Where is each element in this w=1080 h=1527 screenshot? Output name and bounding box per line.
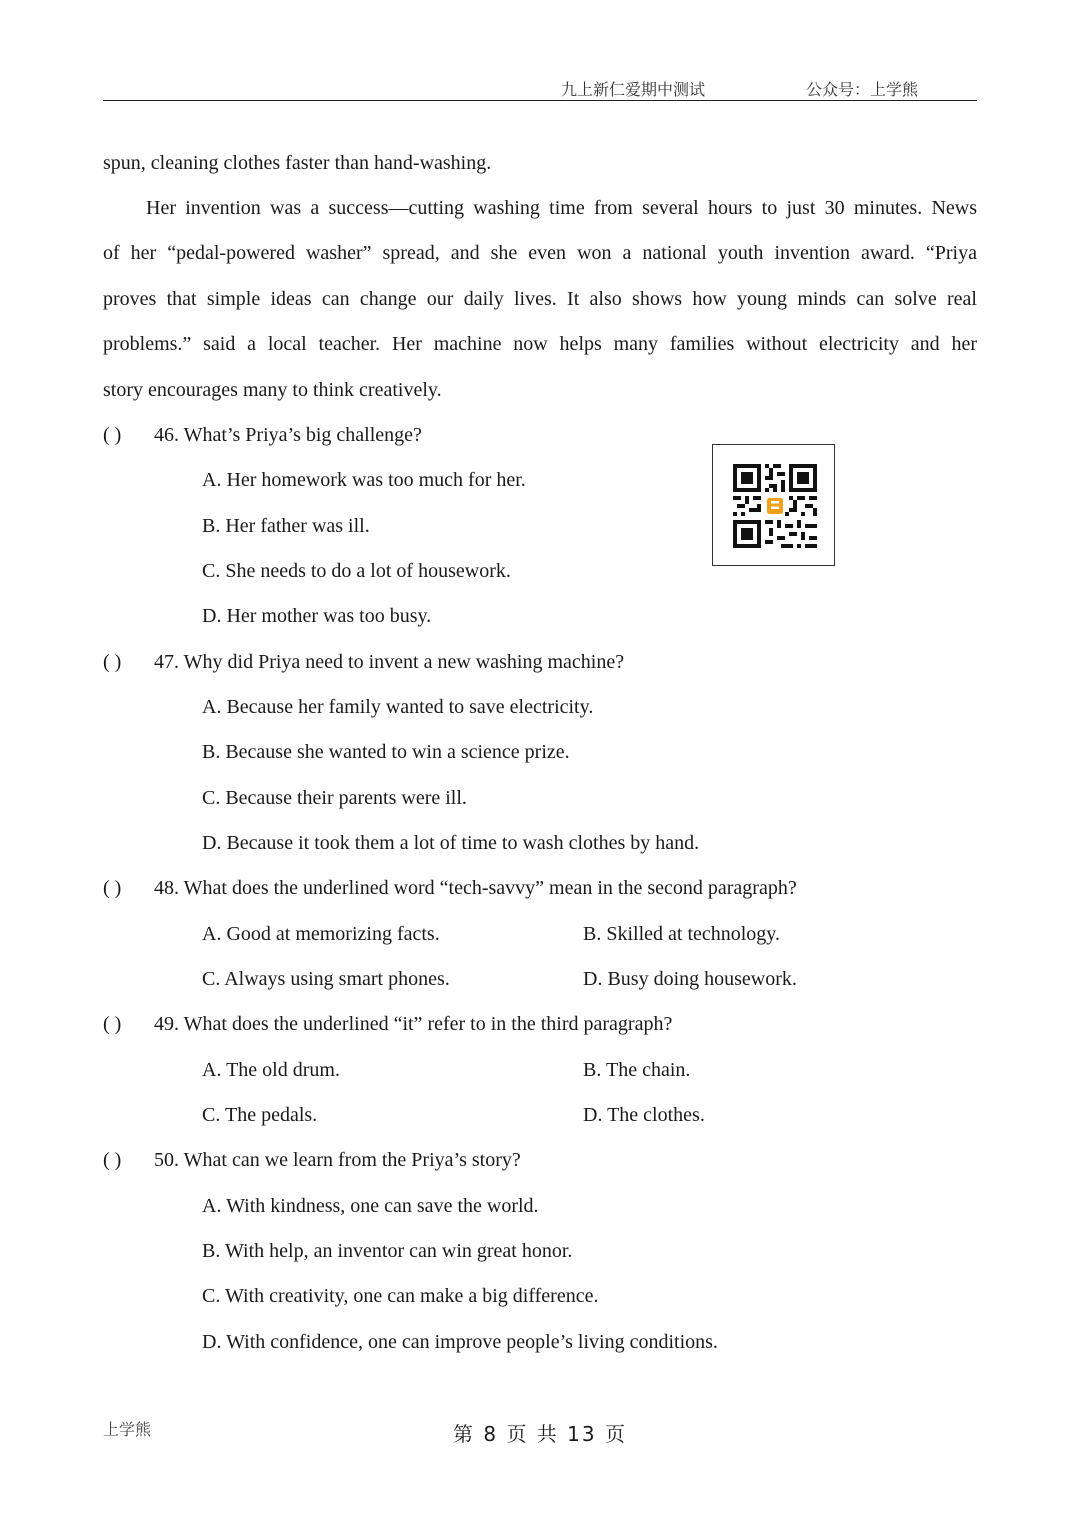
passage-line: proves that simple ideas can change our daily lives. It also shows how young minds can solve real <box>103 288 977 310</box>
answer-blank[interactable]: ( ) <box>103 1149 122 1171</box>
answer-blank[interactable]: ( ) <box>103 1013 122 1035</box>
option-48-d: D. Busy doing housework. <box>583 968 797 990</box>
answer-blank[interactable]: ( ) <box>103 424 122 446</box>
answer-blank[interactable]: ( ) <box>103 651 122 673</box>
passage-line: Her invention was a success—cutting washing time from several hours to just 30 minutes. News <box>146 197 977 219</box>
option-50-a: A. With kindness, one can save the world. <box>202 1195 539 1217</box>
question-49: 49. What does the underlined “it” refer to in the third paragraph? <box>154 1013 673 1035</box>
option-46-c: C. She needs to do a lot of housework. <box>202 560 511 582</box>
question-50: 50. What can we learn from the Priya’s story? <box>154 1149 521 1171</box>
qr-code <box>712 444 835 566</box>
option-49-c: C. The pedals. <box>202 1104 318 1126</box>
option-47-b: B. Because she wanted to win a science prize. <box>202 741 570 763</box>
question-48: 48. What does the underlined word “tech-savvy” mean in the second paragraph? <box>154 877 797 899</box>
option-50-c: C. With creativity, one can make a big difference. <box>202 1285 599 1307</box>
option-46-d: D. Her mother was too busy. <box>202 605 432 627</box>
passage-line: story encourages many to think creatively. <box>103 379 442 401</box>
option-50-b: B. With help, an inventor can win great honor. <box>202 1240 573 1262</box>
passage-line: problems.” said a local teacher. Her machine now helps many families without electricity and her <box>103 333 977 355</box>
option-48-c: C. Always using smart phones. <box>202 968 450 990</box>
answer-blank[interactable]: ( ) <box>103 877 122 899</box>
header-divider <box>103 100 977 101</box>
option-46-b: B. Her father was ill. <box>202 515 370 537</box>
qr-code-icon <box>733 464 817 548</box>
option-49-d: D. The clothes. <box>583 1104 705 1126</box>
option-47-d: D. Because it took them a lot of time to wash clothes by hand. <box>202 832 700 854</box>
footer-brand: 上学熊 <box>103 1420 152 1439</box>
header-exam-name: 九上新仁爱期中测试 <box>561 80 706 99</box>
passage-line: spun, cleaning clothes faster than hand-washing. <box>103 152 492 174</box>
option-49-a: A. The old drum. <box>202 1059 340 1081</box>
option-46-a: A. Her homework was too much for her. <box>202 469 526 491</box>
option-47-c: C. Because their parents were ill. <box>202 787 467 809</box>
question-47: 47. Why did Priya need to invent a new washing machine? <box>154 651 625 673</box>
header-account: 公众号：上学熊 <box>806 80 919 99</box>
question-46: 46. What’s Priya’s big challenge? <box>154 424 422 446</box>
option-50-d: D. With confidence, one can improve people’s living conditions. <box>202 1331 718 1353</box>
passage-line: of her “pedal-powered washer” spread, and she even won a national youth invention award. “Priya <box>103 242 977 264</box>
page-number: 第 8 页 共 13 页 <box>453 1422 627 1446</box>
option-47-a: A. Because her family wanted to save electricity. <box>202 696 594 718</box>
option-48-b: B. Skilled at technology. <box>583 923 781 945</box>
option-49-b: B. The chain. <box>583 1059 691 1081</box>
option-48-a: A. Good at memorizing facts. <box>202 923 440 945</box>
